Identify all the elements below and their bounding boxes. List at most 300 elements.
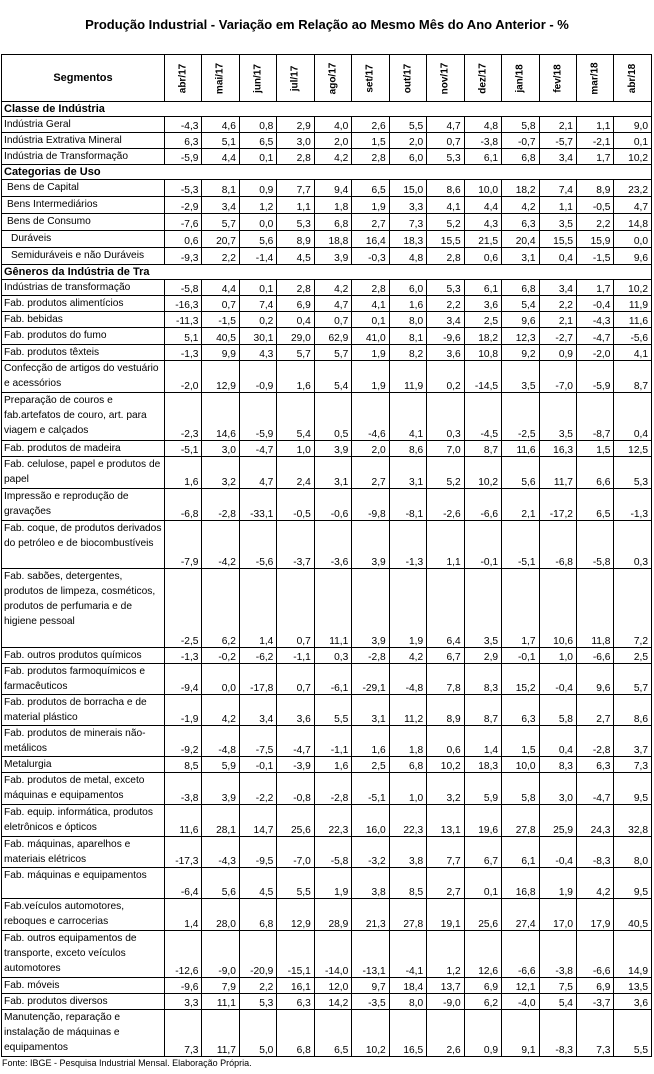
month-header — [239, 55, 276, 102]
value-cell: 0,1 — [239, 280, 276, 296]
value-cell: 8,7 — [614, 361, 652, 393]
value-cell: -7,5 — [239, 726, 276, 757]
section-title: Gêneros da Indústria de Tra — [2, 265, 652, 280]
value-cell: 6,6 — [576, 457, 613, 489]
value-cell: 0,3 — [614, 521, 652, 569]
value-cell: 8,7 — [464, 441, 501, 457]
value-cell: 8,5 — [389, 868, 426, 899]
value-cell: 8,9 — [427, 695, 464, 726]
value-cell: 9,1 — [502, 1010, 539, 1057]
segment-label: Fab. produtos do fumo — [2, 328, 165, 345]
value-cell: -0,1 — [502, 648, 539, 664]
value-cell: -5,1 — [352, 773, 389, 805]
segment-label: Bens de Capital — [2, 180, 165, 197]
value-cell: -3,8 — [165, 773, 202, 805]
value-cell: 2,2 — [539, 296, 576, 312]
value-cell: 7,4 — [539, 180, 576, 197]
value-cell: 10,0 — [464, 180, 501, 197]
value-cell: 1,8 — [389, 726, 426, 757]
segment-label: Fab. móveis — [2, 978, 165, 994]
value-cell: 4,7 — [427, 117, 464, 133]
month-header-label: abr/17 — [177, 63, 189, 93]
value-cell: 9,5 — [614, 868, 652, 899]
value-cell: 1,8 — [314, 197, 351, 214]
segment-label: Fab. equip. informática, produtos eletrônicos e ópticos — [2, 805, 165, 837]
value-cell: 9,6 — [502, 312, 539, 328]
value-cell: -0,3 — [352, 248, 389, 265]
value-cell: 1,6 — [352, 726, 389, 757]
value-cell: 4,3 — [239, 345, 276, 361]
month-header-label: jun/17 — [252, 63, 264, 93]
table-row — [2, 197, 652, 214]
segment-label: Bens de Consumo — [2, 214, 165, 231]
month-header — [165, 55, 202, 102]
value-cell: 3,6 — [464, 296, 501, 312]
value-cell: -8,1 — [389, 489, 426, 521]
value-cell: 6,8 — [314, 214, 351, 231]
value-cell: -9,2 — [165, 726, 202, 757]
table-row — [2, 312, 652, 328]
value-cell: 11,2 — [389, 695, 426, 726]
table-row — [2, 805, 652, 837]
value-cell: 7,0 — [427, 441, 464, 457]
value-cell: -14,0 — [314, 931, 351, 978]
value-cell: 6,8 — [389, 757, 426, 773]
value-cell: -4,8 — [202, 726, 239, 757]
table-row — [2, 457, 652, 489]
value-cell: 6,7 — [464, 837, 501, 868]
value-cell: -2,0 — [576, 345, 613, 361]
production-table — [1, 54, 652, 1057]
value-cell: -2,1 — [576, 133, 613, 149]
value-cell: 0,0 — [202, 664, 239, 695]
value-cell: 7,3 — [614, 757, 652, 773]
value-cell: -0,5 — [576, 197, 613, 214]
value-cell: -5,3 — [165, 180, 202, 197]
value-cell: 3,2 — [427, 773, 464, 805]
month-header — [352, 55, 389, 102]
value-cell: 9,9 — [202, 345, 239, 361]
value-cell: 40,5 — [614, 899, 652, 931]
value-cell: 1,1 — [427, 521, 464, 569]
value-cell: -14,5 — [464, 361, 501, 393]
value-cell: 6,5 — [314, 1010, 351, 1057]
value-cell: 9,7 — [352, 978, 389, 994]
value-cell: 1,7 — [576, 280, 613, 296]
value-cell: 3,5 — [502, 361, 539, 393]
value-cell: -7,0 — [277, 837, 314, 868]
value-cell: 8,7 — [464, 695, 501, 726]
value-cell: -5,9 — [576, 361, 613, 393]
value-cell: -1,5 — [576, 248, 613, 265]
value-cell: 5,8 — [502, 117, 539, 133]
value-cell: -4,7 — [277, 726, 314, 757]
value-cell: -5,1 — [502, 521, 539, 569]
value-cell: 1,7 — [576, 149, 613, 165]
value-cell: -9,3 — [165, 248, 202, 265]
value-cell: 6,9 — [576, 978, 613, 994]
value-cell: 3,2 — [202, 457, 239, 489]
value-cell: -0,8 — [277, 773, 314, 805]
value-cell: 12,3 — [502, 328, 539, 345]
table-row — [2, 757, 652, 773]
month-header — [427, 55, 464, 102]
table-row — [2, 248, 652, 265]
value-cell: -5,1 — [165, 441, 202, 457]
value-cell: 3,5 — [539, 393, 576, 441]
value-cell: 3,9 — [314, 248, 351, 265]
value-cell: 4,8 — [464, 117, 501, 133]
value-cell: 0,1 — [239, 149, 276, 165]
value-cell: 5,5 — [314, 695, 351, 726]
value-cell: 8,9 — [277, 231, 314, 248]
value-cell: 0,6 — [165, 231, 202, 248]
value-cell: 5,7 — [202, 214, 239, 231]
value-cell: -4,7 — [576, 773, 613, 805]
value-cell: 62,9 — [314, 328, 351, 345]
segment-label: Fab. produtos de madeira — [2, 441, 165, 457]
segment-label: Fab. produtos diversos — [2, 994, 165, 1010]
segment-label: Fab. outros equipamentos de transporte, exceto veículos automotores — [2, 931, 165, 978]
value-cell: 0,7 — [277, 569, 314, 648]
value-cell: 7,5 — [539, 978, 576, 994]
value-cell: 0,7 — [277, 664, 314, 695]
table-row — [2, 695, 652, 726]
value-cell: 6,0 — [389, 149, 426, 165]
month-header — [576, 55, 613, 102]
table-row — [2, 994, 652, 1010]
value-cell: 2,9 — [277, 117, 314, 133]
value-cell: 2,0 — [389, 133, 426, 149]
value-cell: 1,9 — [352, 345, 389, 361]
month-header-label: fev/18 — [552, 63, 564, 93]
table-row — [2, 664, 652, 695]
segment-label: Fab. coque, de produtos derivados do petróleo e de biocombustíveis — [2, 521, 165, 569]
value-cell: 5,2 — [427, 457, 464, 489]
value-cell: 4,5 — [239, 868, 276, 899]
value-cell: -5,8 — [576, 521, 613, 569]
table-row — [2, 441, 652, 457]
table-row — [2, 1010, 652, 1057]
value-cell: 1,4 — [464, 726, 501, 757]
value-cell: 14,9 — [614, 931, 652, 978]
value-cell: 7,8 — [427, 664, 464, 695]
value-cell: 3,8 — [352, 868, 389, 899]
value-cell: 15,0 — [389, 180, 426, 197]
value-cell: -3,8 — [464, 133, 501, 149]
value-cell: 4,2 — [202, 695, 239, 726]
value-cell: -9,6 — [165, 978, 202, 994]
value-cell: 12,9 — [202, 361, 239, 393]
value-cell: 1,9 — [389, 569, 426, 648]
value-cell: -6,6 — [576, 931, 613, 978]
value-cell: 2,5 — [464, 312, 501, 328]
month-header-label: dez/17 — [477, 62, 489, 94]
month-header-label: jan/18 — [514, 63, 526, 93]
value-cell: 25,6 — [277, 805, 314, 837]
value-cell: 4,1 — [389, 393, 426, 441]
value-cell: 1,1 — [539, 197, 576, 214]
value-cell: -9,4 — [165, 664, 202, 695]
value-cell: 5,3 — [277, 214, 314, 231]
value-cell: 10,2 — [614, 149, 652, 165]
segment-label: Fab. produtos alimentícios — [2, 296, 165, 312]
value-cell: -4,3 — [165, 117, 202, 133]
table-row — [2, 837, 652, 868]
value-cell: 1,7 — [502, 569, 539, 648]
value-cell: 7,7 — [427, 837, 464, 868]
value-cell: -8,3 — [576, 837, 613, 868]
segment-label: Fab. celulose, papel e produtos de papel — [2, 457, 165, 489]
value-cell: 3,4 — [202, 197, 239, 214]
value-cell: -33,1 — [239, 489, 276, 521]
value-cell: 7,2 — [614, 569, 652, 648]
value-cell: 8,6 — [427, 180, 464, 197]
value-cell: 6,8 — [502, 280, 539, 296]
value-cell: -1,9 — [165, 695, 202, 726]
month-header-label: mar/18 — [589, 61, 601, 95]
value-cell: 2,5 — [614, 648, 652, 664]
value-cell: 8,0 — [389, 312, 426, 328]
value-cell: -2,8 — [202, 489, 239, 521]
value-cell: 27,8 — [502, 805, 539, 837]
segment-label: Fab. produtos de minerais não-metálicos — [2, 726, 165, 757]
value-cell: -13,1 — [352, 931, 389, 978]
value-cell: 2,8 — [277, 280, 314, 296]
value-cell: 15,2 — [502, 664, 539, 695]
value-cell: -1,4 — [239, 248, 276, 265]
value-cell: 4,2 — [314, 149, 351, 165]
value-cell: 4,8 — [389, 248, 426, 265]
value-cell: 5,2 — [427, 214, 464, 231]
value-cell: 12,0 — [314, 978, 351, 994]
value-cell: 1,1 — [576, 117, 613, 133]
value-cell: 10,6 — [539, 569, 576, 648]
value-cell: 9,2 — [502, 345, 539, 361]
value-cell: 4,1 — [614, 345, 652, 361]
value-cell: -2,5 — [165, 569, 202, 648]
value-cell: 2,7 — [352, 457, 389, 489]
value-cell: 18,4 — [389, 978, 426, 994]
value-cell: -9,5 — [239, 837, 276, 868]
value-cell: 5,3 — [427, 149, 464, 165]
month-header — [202, 55, 239, 102]
value-cell: -4,8 — [389, 664, 426, 695]
value-cell: 0,4 — [614, 393, 652, 441]
value-cell: 3,4 — [427, 312, 464, 328]
value-cell: 14,6 — [202, 393, 239, 441]
month-header — [614, 55, 652, 102]
value-cell: 8,1 — [202, 180, 239, 197]
value-cell: 2,0 — [352, 441, 389, 457]
value-cell: 5,8 — [502, 773, 539, 805]
value-cell: 1,6 — [165, 457, 202, 489]
value-cell: 24,3 — [576, 805, 613, 837]
table-row — [2, 149, 652, 165]
value-cell: 1,9 — [314, 868, 351, 899]
value-cell: 0,3 — [427, 393, 464, 441]
value-cell: -7,6 — [165, 214, 202, 231]
month-header-label: jul/17 — [290, 65, 302, 91]
value-cell: 6,2 — [202, 569, 239, 648]
value-cell: 30,1 — [239, 328, 276, 345]
value-cell: 3,6 — [614, 994, 652, 1010]
value-cell: 40,5 — [202, 328, 239, 345]
value-cell: 10,2 — [352, 1010, 389, 1057]
value-cell: -4,6 — [352, 393, 389, 441]
value-cell: 3,0 — [539, 773, 576, 805]
value-cell: 0,7 — [427, 133, 464, 149]
value-cell: 25,9 — [539, 805, 576, 837]
segment-label: Fab. produtos têxteis — [2, 345, 165, 361]
value-cell: -6,8 — [539, 521, 576, 569]
value-cell: 1,2 — [239, 197, 276, 214]
value-cell: 8,9 — [576, 180, 613, 197]
value-cell: 21,3 — [352, 899, 389, 931]
value-cell: 28,0 — [202, 899, 239, 931]
value-cell: 2,9 — [464, 648, 501, 664]
table-row — [2, 726, 652, 757]
value-cell: -5,8 — [314, 837, 351, 868]
value-cell: 2,8 — [427, 248, 464, 265]
value-cell: 3,7 — [614, 726, 652, 757]
value-cell: 6,8 — [277, 1010, 314, 1057]
value-cell: 13,1 — [427, 805, 464, 837]
value-cell: 5,4 — [314, 361, 351, 393]
value-cell: 25,6 — [464, 899, 501, 931]
value-cell: 23,2 — [614, 180, 652, 197]
value-cell: -2,5 — [502, 393, 539, 441]
value-cell: -6,6 — [576, 648, 613, 664]
table-row — [2, 648, 652, 664]
value-cell: 16,4 — [352, 231, 389, 248]
value-cell: 28,9 — [314, 899, 351, 931]
segment-label: Fab. sabões, detergentes, produtos de limpeza, cosméticos, produtos de perfumaria e de higiene pessoal — [2, 569, 165, 648]
value-cell: 0,4 — [539, 726, 576, 757]
segment-label: Bens Intermediários — [2, 197, 165, 214]
value-cell: -17,3 — [165, 837, 202, 868]
value-cell: 9,6 — [576, 664, 613, 695]
value-cell: 0,5 — [314, 393, 351, 441]
value-cell: 1,0 — [277, 441, 314, 457]
value-cell: 5,6 — [202, 868, 239, 899]
value-cell: 1,0 — [389, 773, 426, 805]
value-cell: 41,0 — [352, 328, 389, 345]
value-cell: 16,0 — [352, 805, 389, 837]
value-cell: 1,5 — [502, 726, 539, 757]
value-cell: 0,2 — [427, 361, 464, 393]
value-cell: 5,3 — [239, 994, 276, 1010]
value-cell: 6,4 — [427, 569, 464, 648]
value-cell: 8,6 — [389, 441, 426, 457]
value-cell: 6,9 — [277, 296, 314, 312]
value-cell: 6,1 — [502, 837, 539, 868]
value-cell: 6,7 — [427, 648, 464, 664]
value-cell: 21,5 — [464, 231, 501, 248]
value-cell: -20,9 — [239, 931, 276, 978]
value-cell: 1,9 — [539, 868, 576, 899]
value-cell: 5,1 — [165, 328, 202, 345]
value-cell: 6,3 — [165, 133, 202, 149]
table-row — [2, 361, 652, 393]
value-cell: 2,2 — [427, 296, 464, 312]
value-cell: 2,8 — [352, 280, 389, 296]
value-cell: 4,2 — [576, 868, 613, 899]
section-header-row — [2, 102, 652, 117]
value-cell: 8,2 — [389, 345, 426, 361]
value-cell: 1,1 — [277, 197, 314, 214]
value-cell: 3,5 — [539, 214, 576, 231]
value-cell: 5,4 — [277, 393, 314, 441]
value-cell: -2,8 — [352, 648, 389, 664]
value-cell: 5,7 — [277, 345, 314, 361]
value-cell: -15,1 — [277, 931, 314, 978]
segment-label: Indústrias de transformação — [2, 280, 165, 296]
value-cell: 8,0 — [614, 837, 652, 868]
value-cell: -4,7 — [576, 328, 613, 345]
value-cell: 3,9 — [352, 569, 389, 648]
segment-label: Fab. máquinas, aparelhos e materiais elétricos — [2, 837, 165, 868]
value-cell: 7,3 — [389, 214, 426, 231]
value-cell: 3,0 — [277, 133, 314, 149]
value-cell: 13,5 — [614, 978, 652, 994]
value-cell: 4,7 — [614, 197, 652, 214]
value-cell: 5,8 — [539, 695, 576, 726]
segment-label: Indústria Geral — [2, 117, 165, 133]
value-cell: 0,4 — [539, 248, 576, 265]
value-cell: 11,9 — [389, 361, 426, 393]
value-cell: 2,2 — [576, 214, 613, 231]
value-cell: -3,5 — [352, 994, 389, 1010]
value-cell: -2,7 — [539, 328, 576, 345]
value-cell: 6,3 — [576, 757, 613, 773]
segment-label: Fab. produtos farmoquímicos e farmacêuticos — [2, 664, 165, 695]
value-cell: 22,3 — [389, 805, 426, 837]
table-row — [2, 931, 652, 978]
month-header-label: out/17 — [402, 63, 414, 93]
value-cell: 14,2 — [314, 994, 351, 1010]
value-cell: 5,0 — [239, 1010, 276, 1057]
segment-label: Semiduráveis e não Duráveis — [2, 248, 165, 265]
value-cell: 5,6 — [239, 231, 276, 248]
value-cell: 12,5 — [614, 441, 652, 457]
month-header — [314, 55, 351, 102]
value-cell: 8,1 — [389, 328, 426, 345]
month-header-label: set/17 — [364, 63, 376, 93]
segment-label: Preparação de couros e fab.artefatos de couro, art. para viagem e calçados — [2, 393, 165, 441]
month-header-label: abr/18 — [627, 63, 639, 93]
value-cell: 10,2 — [464, 457, 501, 489]
value-cell: 27,4 — [502, 899, 539, 931]
value-cell: 28,1 — [202, 805, 239, 837]
value-cell: 11,6 — [502, 441, 539, 457]
value-cell: 5,9 — [202, 757, 239, 773]
month-header — [464, 55, 501, 102]
value-cell: 27,8 — [389, 899, 426, 931]
value-cell: 0,7 — [314, 312, 351, 328]
value-cell: 11,1 — [202, 994, 239, 1010]
value-cell: 6,8 — [239, 899, 276, 931]
value-cell: 9,5 — [614, 773, 652, 805]
value-cell: 20,4 — [502, 231, 539, 248]
value-cell: -2,8 — [576, 726, 613, 757]
value-cell: 16,8 — [502, 868, 539, 899]
value-cell: 6,3 — [277, 994, 314, 1010]
value-cell: 0,1 — [464, 868, 501, 899]
value-cell: 3,4 — [239, 695, 276, 726]
value-cell: -2,2 — [239, 773, 276, 805]
value-cell: 18,3 — [464, 757, 501, 773]
